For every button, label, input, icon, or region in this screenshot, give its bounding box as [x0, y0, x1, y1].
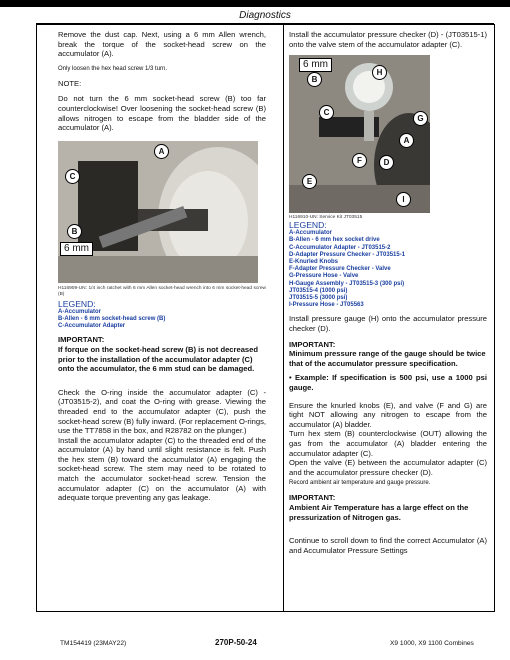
- important-block: [289, 493, 487, 522]
- page-header: [36, 9, 494, 24]
- legend-item: A-Accumulator: [58, 308, 102, 315]
- right-column: [289, 30, 487, 561]
- size-tag-6mm: 6 mm: [60, 242, 93, 256]
- example-bullet: • Example: If specification is 500 psi, use a 1000 psi gauge.: [289, 373, 487, 392]
- record-note: Record ambient air temperature and gauge pressure.: [289, 480, 431, 487]
- callout-a: A: [154, 144, 169, 159]
- step-open-valve: Open the valve (E) between the accumulator adapter (C) and the accumulator pressure checker (D).: [289, 458, 487, 477]
- step-turn-hex-stem: Turn hex stem (B) counterclockwise (OUT) allowing the gas from the accumulator (A) bladder entering the accumulator adapter (C).: [289, 429, 487, 458]
- step-ensure-knobs: Ensure the knurled knobs (E), and valve (F and G) are tight NOT allowing any nitrogen to escape from the accumulator (A) bladder.: [289, 400, 487, 429]
- important-title: IMPORTANT:: [58, 335, 105, 345]
- legend-item: B-Allen - 6 mm hex socket drive: [289, 237, 380, 244]
- legend-item: E-Knurled Knobs: [289, 259, 338, 265]
- legend-item: C-Accumulator Adapter - JT03515-2: [289, 244, 391, 251]
- step-remove-dust-cap: Remove the dust cap. Next, using a 6 mm Allen wrench, break the torque of the socket-head screw on the accumulator (A).: [58, 30, 266, 59]
- legend-item: A-Accumulator: [289, 230, 333, 237]
- important-title: IMPORTANT:: [289, 339, 336, 349]
- legend-title: LEGEND:: [289, 220, 327, 231]
- figure-caption: H116910-UN: Service Kit JT03515: [289, 215, 363, 221]
- figure-service-kit: [289, 55, 430, 213]
- callout-d: D: [379, 155, 394, 170]
- legend-item: F-Adapter Pressure Checker - Valve: [289, 266, 391, 273]
- legend-item: H-Gauge Assembly - JT03515-3 (300 psi): [289, 280, 405, 287]
- loosen-note: Only loosen the hex head screw 1/3 turn.: [58, 65, 168, 72]
- top-bar: [0, 0, 510, 7]
- footer-model: X9 1000, X9 1100 Combines: [390, 640, 474, 647]
- column-divider: [283, 24, 284, 612]
- callout-i: I: [396, 192, 411, 207]
- accumulator-photo: [58, 141, 258, 283]
- important-text: If forque on the socket-head screw (B) is not decreased prior to the installation of the accumulator adapter (C) onto the accumulator, the 6 mm stud can be damaged.: [58, 344, 259, 374]
- size-tag-6mm: 6 mm: [299, 58, 332, 72]
- legend-item: G-Pressure Hose - Valve: [289, 273, 359, 280]
- figure-accumulator-wrench: [58, 141, 258, 283]
- legend-item: JT03515-5 (3000 psi): [289, 295, 348, 302]
- step-install-checker: Install the accumulator pressure checker (D) - (JT03515-1) onto the valve stem of the accumulator adapter (C).: [289, 30, 487, 49]
- callout-c: C: [319, 105, 334, 120]
- legend-item: I-Pressure Hose - JT05563: [289, 302, 364, 309]
- legend-item: D-Adapter Pressure Checker - JT03515-1: [289, 251, 406, 258]
- callout-a: A: [399, 133, 414, 148]
- header-title: Diagnostics: [239, 10, 291, 21]
- continue-note: Continue to scroll down to find the correct Accumulator (A) and Accumulator Pressure Settings: [289, 536, 487, 555]
- step-install-gauge: Install pressure gauge (H) onto the accumulator pressure checker (D).: [289, 314, 487, 334]
- legend-list: [58, 309, 266, 331]
- callout-e: E: [302, 174, 317, 189]
- callout-g: G: [413, 111, 428, 126]
- footer-doc-id: TM154419 (23MAY22): [60, 640, 127, 647]
- figure-caption: H116909-UN: 1/4 inch ratchet with 6 mm Allen socket-head wrench into 6 mm socket-head screw (B): [58, 285, 266, 297]
- legend-list: [289, 230, 487, 309]
- footer-page-number: 270P-50-24: [215, 638, 257, 647]
- legend-item: B-Allen - 6 mm socket-head screw (B): [58, 315, 166, 322]
- step-install-adapter: Install the accumulator adapter (C) to the threaded end of the accumulator (A) by hand until slight resistance is felt. Push the hex stem (B) toward the accumulator (A) engaging the socket-head screw. The stem may need to be rotated to match the accumulator socket-head screw. Tension the accumulator adapter (C) on the accumulator (A) with adequate torque preventing any gas leakage.: [58, 435, 266, 503]
- legend-item: JT03515-4 (1000 psi): [289, 287, 348, 294]
- note-title: NOTE:: [58, 78, 82, 88]
- note-text: Do not turn the 6 mm socket-head screw (B) too far counterclockwise! Over loosening the socket-head screw (B) allows nitrogen to escape from the bladder side of the accumulator (A).: [58, 94, 266, 133]
- important-block: [58, 335, 266, 373]
- important-title: IMPORTANT:: [289, 493, 336, 503]
- callout-b: B: [307, 72, 322, 87]
- callout-f: F: [352, 153, 367, 168]
- important-text: Minimum pressure range of the gauge should be twice that of the accumulator pressure specification.: [289, 349, 486, 368]
- callout-c: C: [65, 169, 80, 184]
- important-block: [289, 340, 487, 369]
- important-text: Ambient Air Temperature has a large effect on the pressurization of Nitrogen gas.: [289, 502, 469, 522]
- callout-b: B: [67, 224, 82, 239]
- left-column: [58, 30, 266, 509]
- legend-item: C-Accumulator Adapter: [58, 323, 126, 330]
- legend-title: LEGEND:: [58, 298, 96, 309]
- callout-h: H: [372, 65, 387, 80]
- step-check-oring: Check the O-ring inside the accumulator adapter (C) - (JT03515-2), and coat the O-ring with grease. Viewing the threaded end to the accumulator adapter (C), push the socket-head screw (B) fully inward. (For replacement O-rings, use the TT7858 in the box, and R28782 on the plunger.): [58, 387, 266, 436]
